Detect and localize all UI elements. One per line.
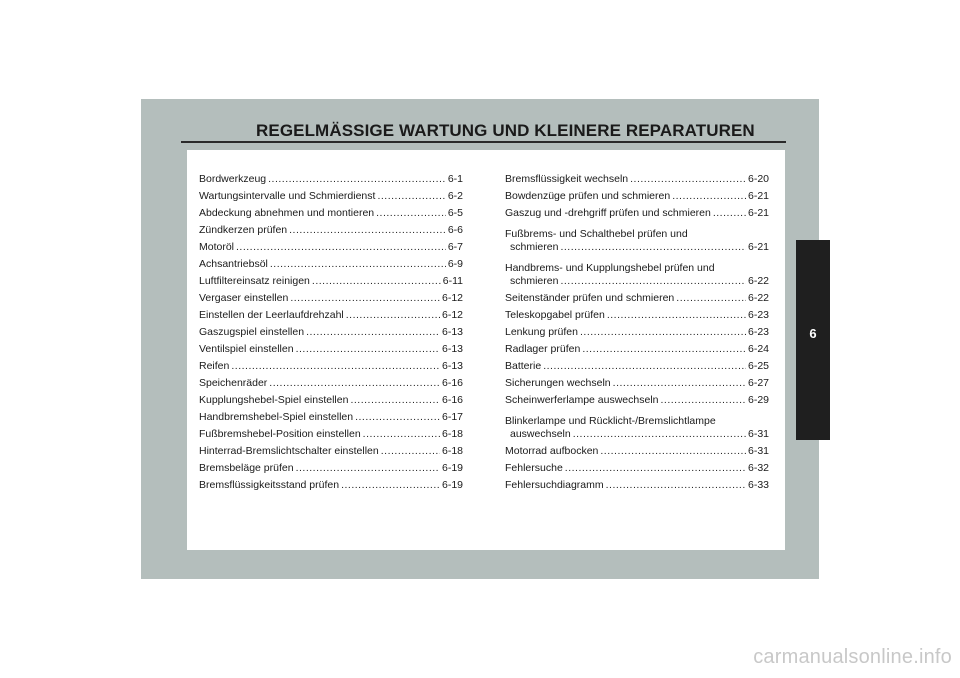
toc-page-number: 6-21 [747,190,769,202]
toc-page-number: 6-21 [747,207,769,219]
toc-entry-label: Bowdenzüge prüfen und schmieren [505,190,671,202]
toc-page-number: 6-31 [747,445,769,457]
toc-entry[interactable] [505,462,769,475]
toc-entry[interactable] [505,326,769,339]
toc-right-column [505,173,769,496]
toc-entry-label: Vergaser einstellen [199,292,289,304]
toc-entry[interactable] [199,309,463,322]
toc-leader-dots [341,479,440,492]
toc-entry[interactable] [199,292,463,305]
toc-page-number: 6-23 [747,326,769,338]
toc-entry[interactable] [505,360,769,373]
toc-leader-dots [630,173,746,186]
toc-page-number: 6-22 [747,292,769,304]
toc-page-number: 6-19 [441,479,463,491]
toc-leader-dots [580,326,746,339]
toc-page-number: 6-2 [447,190,463,202]
toc-leader-dots [363,428,440,441]
toc-leader-dots [289,224,446,237]
toc-leader-dots [236,241,446,254]
toc-entry[interactable] [199,462,463,475]
toc-page-number: 6-13 [441,360,463,372]
toc-page-number: 6-18 [441,428,463,440]
chapter-tab[interactable] [796,240,830,440]
toc-entry-label: Radlager prüfen [505,343,581,355]
toc-page-number: 6-32 [747,462,769,474]
toc-entry[interactable] [505,343,769,356]
toc-entry-label: Gaszug und -drehgriff prüfen und schmieren [505,207,711,219]
toc-leader-dots [661,394,746,407]
toc-page-number: 6-20 [747,173,769,185]
toc-leader-dots [672,190,746,203]
toc-leader-dots [600,445,746,458]
toc-entry-label: Blinkerlampe und Rücklicht-/Bremslichtlampe [505,415,716,427]
toc-entry-label-continued: schmieren [510,241,559,253]
toc-entry-label: Achsantriebsöl [199,258,268,270]
toc-entry-label: Einstellen der Leerlaufdrehzahl [199,309,344,321]
toc-page-number: 6-6 [447,224,463,236]
toc-entry[interactable] [505,292,769,305]
toc-entry[interactable] [199,190,463,203]
toc-entry[interactable] [199,394,463,407]
toc-page-number: 6-16 [441,377,463,389]
toc-entry[interactable] [199,326,463,339]
toc-leader-dots [381,445,440,458]
toc-entry-label: Bordwerkzeug [199,173,267,185]
toc-entry-label: Abdeckung abnehmen und montieren [199,207,375,219]
toc-entry-label: Bremsflüssigkeit wechseln [505,173,629,185]
toc-leader-dots [268,173,446,186]
toc-entry-label: Bremsflüssigkeitsstand prüfen [199,479,340,491]
toc-page-number: 6-13 [441,326,463,338]
toc-leader-dots [296,462,440,475]
toc-entry[interactable] [199,241,463,254]
toc-entry[interactable] [199,360,463,373]
toc-page-number: 6-22 [747,275,769,287]
toc-leader-dots [355,411,440,424]
toc-entry-label: Zündkerzen prüfen [199,224,288,236]
toc-page-number: 6-17 [441,411,463,423]
toc-entry-label: Ventilspiel einstellen [199,343,294,355]
toc-leader-dots [560,241,746,254]
toc-leader-dots [269,377,440,390]
toc-page-number: 6-16 [441,394,463,406]
toc-leader-dots [676,292,746,305]
toc-entry-label: Batterie [505,360,542,372]
toc-entry[interactable] [505,190,769,203]
toc-entry[interactable] [505,224,769,254]
toc-leader-dots [312,275,441,288]
toc-entry-label: Wartungsintervalle und Schmierdienst [199,190,376,202]
toc-leader-dots [560,275,746,288]
toc-entry[interactable] [199,343,463,356]
toc-entry[interactable] [199,207,463,220]
toc-page-number: 6-11 [442,275,463,287]
toc-entry-label-continued: auswechseln [510,428,571,440]
toc-entry[interactable] [505,207,769,220]
toc-entry-label: Seitenständer prüfen und schmieren [505,292,675,304]
toc-entry-label: Teleskopgabel prüfen [505,309,605,321]
toc-entry[interactable] [199,445,463,458]
toc-leader-dots [582,343,746,356]
toc-entry[interactable] [199,275,463,288]
toc-leader-dots [346,309,440,322]
toc-entry[interactable] [505,309,769,322]
toc-entry[interactable] [505,479,769,492]
toc-entry[interactable] [199,479,463,492]
toc-entry-label: Motorrad aufbocken [505,445,599,457]
toc-entry-label: Reifen [199,360,230,372]
toc-page-number: 6-1 [447,173,463,185]
toc-entry-label: Luftfiltereinsatz reinigen [199,275,310,287]
toc-page-number: 6-19 [441,462,463,474]
toc-entry-label: Fehlersuche [505,462,563,474]
toc-leader-dots [565,462,746,475]
toc-entry[interactable] [505,411,769,441]
toc-entry[interactable] [199,428,463,441]
toc-leader-dots [606,479,746,492]
chapter-tab-number: 6 [809,326,817,341]
toc-entry-label: Handbremshebel-Spiel einstellen [199,411,354,423]
watermark: carmanualsonline.info [753,646,952,668]
toc-entry[interactable] [505,173,769,186]
toc-entry[interactable] [199,411,463,424]
toc-page-number: 6-31 [747,428,769,440]
toc-page-number: 6-33 [747,479,769,491]
toc-page-number: 6-13 [441,343,463,355]
toc-entry[interactable] [199,258,463,271]
toc-entry-label: Fußbrems- und Schalthebel prüfen und [505,228,688,240]
toc-leader-dots [713,207,746,220]
toc-entry[interactable] [505,394,769,407]
toc-page-number: 6-18 [441,445,463,457]
toc-leader-dots [376,207,446,220]
toc-page-number: 6-27 [747,377,769,389]
toc-entry-label: Fußbremshebel-Position einstellen [199,428,361,440]
toc-entry-label: Gaszugspiel einstellen [199,326,305,338]
toc-entry-label: Speichenräder [199,377,268,389]
toc-left-column [199,173,463,496]
toc-entry-label: Sicherungen wechseln [505,377,611,389]
toc-leader-dots [377,190,445,203]
toc-page-number: 6-7 [447,241,463,253]
toc-leader-dots [607,309,746,322]
toc-page-number: 6-29 [747,394,769,406]
toc-leader-dots [290,292,440,305]
chapter-title: REGELMÄSSIGE WARTUNG UND KLEINERE REPARATUREN [256,121,755,140]
toc-entry-label: Bremsbeläge prüfen [199,462,294,474]
toc-entry-label: Lenkung prüfen [505,326,578,338]
toc-entry[interactable] [505,258,769,288]
toc-entry-label: Kupplungshebel-Spiel einstellen [199,394,349,406]
toc-page-number: 6-9 [447,258,463,270]
toc-leader-dots [543,360,746,373]
toc-page-number: 6-21 [747,241,769,253]
toc-leader-dots [613,377,746,390]
toc-leader-dots [270,258,446,271]
toc-page-number: 6-24 [747,343,769,355]
toc-entry-label: Handbrems- und Kupplungshebel prüfen und [505,262,715,274]
toc-entry[interactable] [199,377,463,390]
toc-page-number: 6-12 [441,292,463,304]
toc-leader-dots [350,394,440,407]
toc-page-number: 6-23 [747,309,769,321]
toc-entry[interactable] [199,224,463,237]
toc-page-number: 6-25 [747,360,769,372]
toc-page-number: 6-5 [447,207,463,219]
toc-entry[interactable] [199,173,463,186]
toc-entry[interactable] [505,377,769,390]
title-rule [181,141,786,143]
toc-leader-dots [296,343,440,356]
toc-entry-label-continued: schmieren [510,275,559,287]
toc-page-number: 6-12 [441,309,463,321]
toc-leader-dots [231,360,440,373]
toc-entry-label: Fehlersuchdiagramm [505,479,604,491]
toc-entry-label: Motoröl [199,241,235,253]
toc-leader-dots [306,326,440,339]
toc-entry[interactable] [505,445,769,458]
toc-leader-dots [573,428,746,441]
toc-entry-label: Hinterrad-Bremslichtschalter einstellen [199,445,379,457]
toc-entry-label: Scheinwerferlampe auswechseln [505,394,659,406]
